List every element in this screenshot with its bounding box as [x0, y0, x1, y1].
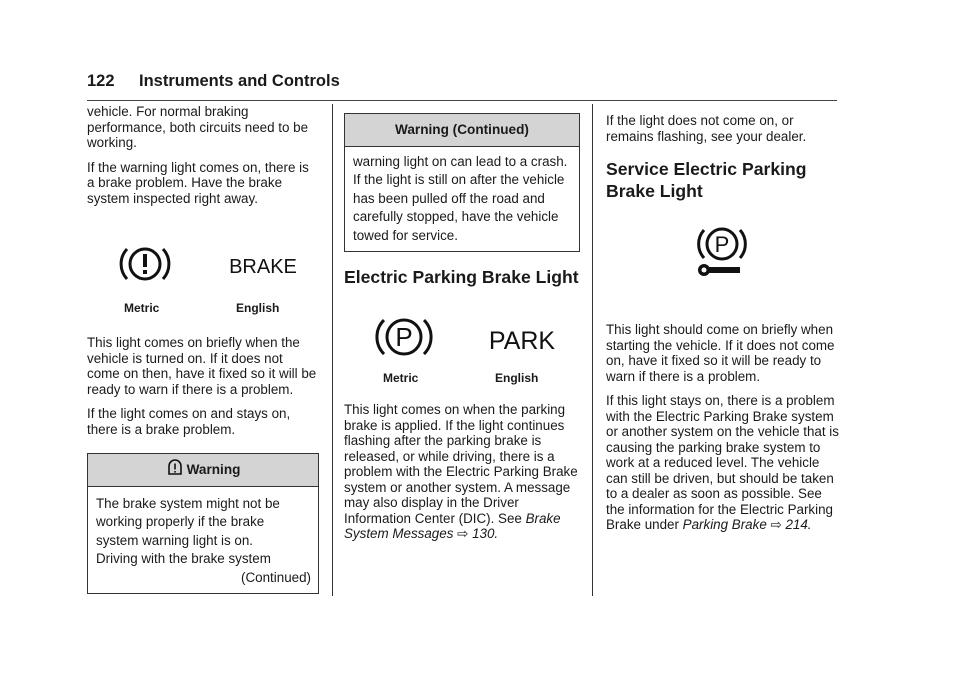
page-reference: ⇨ 130.	[457, 526, 499, 542]
column-3	[606, 113, 842, 542]
paragraph: This light comes on briefly when the vehicle is turned on. If it does not come on then, have it fixed so it will be ready to warn if there is a problem.	[87, 335, 317, 397]
warning-line: system warning light is on.	[96, 532, 254, 548]
warning-symbol-icon	[166, 459, 184, 477]
english-label: English	[236, 301, 280, 315]
brake-text-icon	[223, 251, 303, 281]
park-text-icon	[482, 322, 562, 358]
english-label: English	[495, 371, 539, 386]
section-title: Service Electric Parking Brake Light	[606, 159, 807, 201]
cross-reference-link[interactable]: Brake System Messages	[344, 510, 561, 542]
warning-title: Warning	[186, 462, 241, 477]
continued-note: (Continued)	[241, 569, 311, 585]
parking-brake-icons	[344, 296, 580, 392]
warning-header: Warning (Continued)	[345, 114, 579, 147]
brake-warning-icon	[115, 239, 175, 289]
paragraph: If this light stays on, there is a problem with the Electric Parking Brake system or another system on the vehicle that is causing the parking brake system to work at a reduced level. The vehicle can still be driven, but should be taken to a dealer as soon as possible. See the information for the Electric Parking Brake under Parking Brake ⇨ 214.	[606, 393, 839, 532]
warning-body	[88, 487, 318, 593]
service-icon-wrap	[606, 210, 842, 298]
paragraph: If the light does not come on, or remains flashing, see your dealer.	[606, 113, 807, 144]
warning-body: warning light on can lead to a crash. If the light is still on after the vehicle has been pulled off the road and carefully stopped, have the vehicle towed for service.	[353, 154, 568, 243]
section-title: Electric Parking Brake Light	[344, 267, 579, 288]
metric-label: Metric	[124, 301, 160, 315]
brake-icons	[87, 215, 319, 319]
column-divider	[592, 104, 593, 596]
warning-box-continued	[344, 113, 580, 252]
paragraph: This light should come on briefly when starting the vehicle. If it does not come on, have it fixed so it will be ready to warn if there is a problem.	[606, 322, 835, 384]
chapter-title: Instruments and Controls	[139, 72, 340, 90]
warning-line: working properly if the brake	[96, 514, 265, 530]
parking-brake-icon	[370, 310, 438, 364]
metric-label: Metric	[383, 371, 419, 386]
column-1	[87, 104, 319, 594]
paragraph: If the warning light comes on, there is a brake problem. Have the brake system inspected right away.	[87, 159, 309, 206]
paragraph: This light comes on when the parking brake is applied. If the light continues flashing after the parking brake is released, or while driving, there is a problem with the Electric Parking Brake system or another system. A message may also display in the Driver Information Center (DIC). See Brake System Messages ⇨ 130.	[344, 402, 578, 542]
warning-line: Driving with the brake system	[96, 551, 271, 567]
svg-text:PARK: PARK	[488, 327, 556, 356]
warning-line: The brake system might not be	[96, 496, 280, 511]
svg-text:P: P	[714, 232, 730, 257]
warning-header	[88, 454, 318, 487]
cross-reference-link[interactable]: Parking Brake	[682, 517, 767, 532]
column-2	[344, 113, 580, 551]
warning-box	[87, 453, 319, 594]
page-reference: ⇨ 214.	[770, 517, 812, 532]
svg-text:P: P	[395, 322, 413, 353]
svg-text:BRAKE: BRAKE	[229, 256, 297, 278]
column-divider	[332, 104, 333, 596]
page-number: 122	[87, 72, 115, 90]
service-parking-brake-icon	[692, 222, 752, 282]
paragraph: vehicle. For normal braking performance, both circuits need to be working.	[87, 104, 309, 150]
page-header	[87, 70, 837, 101]
paragraph: If the light comes on and stays on, there is a brake problem.	[87, 406, 291, 437]
